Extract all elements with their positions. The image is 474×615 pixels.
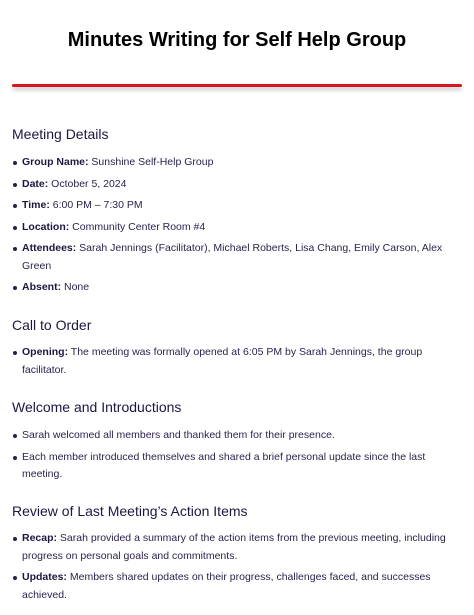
item-text: 6:00 PM – 7:30 PM	[49, 199, 143, 211]
title-divider	[12, 84, 462, 87]
item-label: Group Name:	[22, 156, 89, 168]
item-text: Sarah welcomed all members and thanked them for their presence.	[22, 429, 335, 441]
item-label: Opening:	[22, 346, 69, 358]
item-text: The meeting was formally opened at 6:05 PM by Sarah Jennings, the group facilitator.	[22, 346, 423, 376]
welcome-list	[0, 427, 450, 488]
item-text: Each member introduced themselves and shared a brief personal update since the last meeting.	[22, 450, 426, 480]
item-label: Updates:	[22, 571, 67, 583]
list-item	[0, 530, 450, 565]
section-heading-call-to-order: Call to Order	[12, 317, 92, 333]
section-heading-review: Review of Last Meeting’s Action Items	[12, 503, 248, 519]
item-text: October 5, 2024	[48, 177, 127, 190]
item-label: Attendees:	[22, 242, 77, 254]
item-text: None	[61, 281, 90, 293]
item-label: Recap:	[22, 532, 58, 544]
item-text: Members shared updates on their progress, challenges faced, and successes achieved.	[22, 571, 431, 601]
document-title: Minutes Writing for Self Help Group	[67, 29, 407, 51]
item-label: Date:	[22, 177, 49, 190]
review-list	[0, 530, 450, 608]
list-item	[0, 344, 450, 379]
list-item	[0, 176, 450, 194]
list-item	[0, 219, 450, 237]
item-label: Time:	[22, 199, 50, 211]
list-item	[0, 154, 450, 172]
item-text: Community Center Room #4	[69, 220, 206, 233]
item-label: Location:	[22, 220, 70, 233]
list-item	[0, 449, 450, 484]
meeting-details-list	[0, 154, 450, 301]
section-heading-meeting-details: Meeting Details	[12, 126, 109, 142]
list-item	[0, 427, 450, 445]
list-item	[0, 197, 450, 215]
item-text: Sunshine Self-Help Group	[88, 156, 214, 168]
list-item	[0, 569, 450, 604]
item-text: Sarah provided a summary of the action items from the previous meeting, including progress on personal goals and commitments.	[22, 532, 446, 562]
item-text: Sarah Jennings (Facilitator), Michael Roberts, Lisa Chang, Emily Carson, Alex Green	[22, 242, 443, 272]
list-item	[0, 240, 450, 275]
section-heading-welcome: Welcome and Introductions	[12, 399, 182, 415]
list-item	[0, 279, 450, 297]
call-to-order-list	[0, 344, 450, 383]
item-label: Absent:	[22, 281, 62, 293]
